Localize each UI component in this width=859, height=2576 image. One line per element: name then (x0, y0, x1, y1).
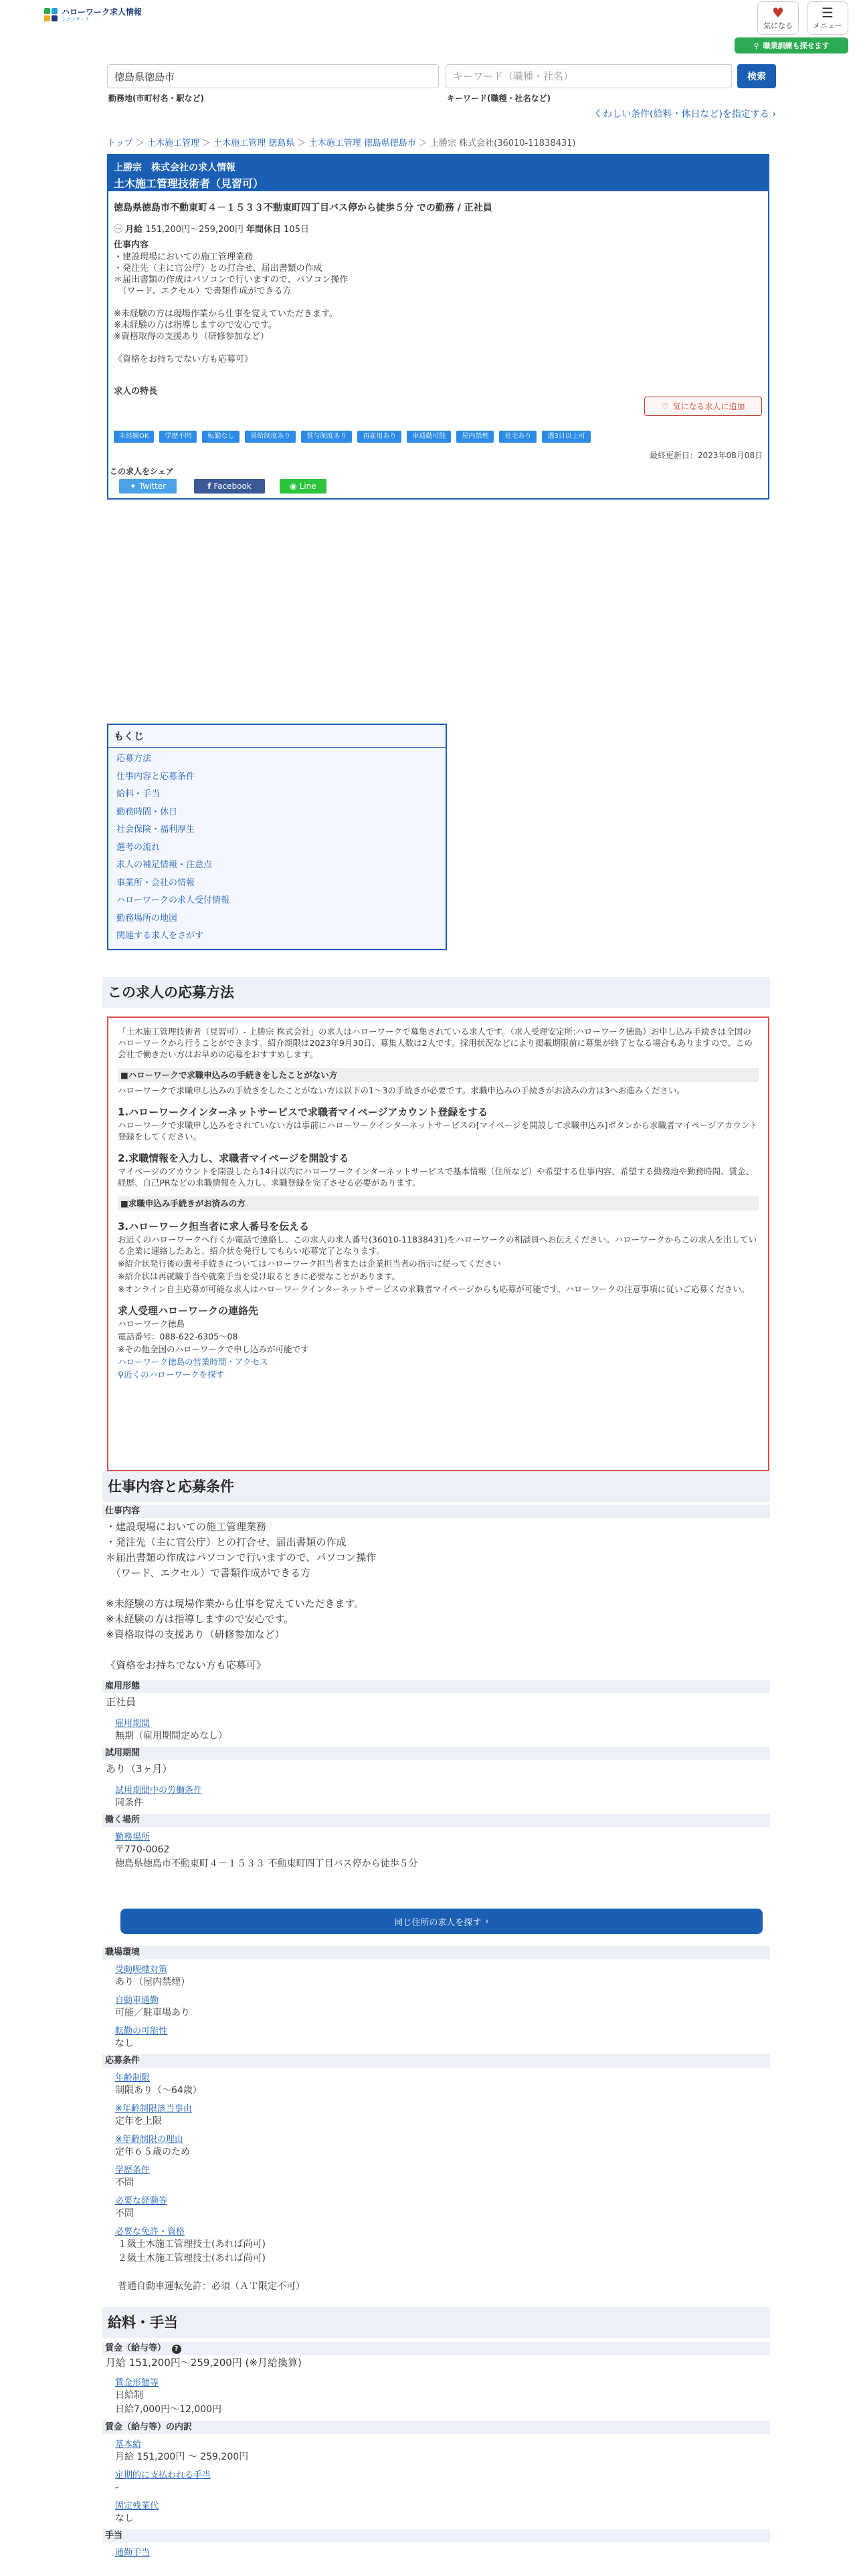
overtime-label[interactable]: 固定残業代 (115, 2501, 159, 2511)
step3-text: お近くのハローワークへ行くか電話で連絡し、この求人の求人番号(36010-11838431)をハローワークの相談員へお伝えください。ハローワークからこの求人を出している企業に連絡したあと、紹介状を発行してもらい応募完了となります。 (118, 1235, 757, 1256)
employment-label: 雇用形態 (102, 1680, 770, 1693)
toc-item[interactable]: 勤務場所の地図 (116, 913, 178, 924)
age-reason-value: 定年を上限 (115, 2116, 162, 2127)
employment-value: 正社員 (106, 1696, 136, 1708)
wage-value: 151,200円〜259,200円 (145, 225, 244, 235)
share-line-label: Line (299, 481, 316, 491)
apply-section-heading: この求人の応募方法 (102, 977, 770, 1008)
logo-title: ハローワーク求人情報 (62, 7, 142, 17)
office-access-link[interactable]: ハローワーク徳島の営業時間・アクセス (118, 1357, 268, 1367)
wage-line (114, 222, 763, 235)
last-updated: 最終更新日：2023年08月08日 (649, 451, 763, 460)
transfer-value: なし (115, 2038, 134, 2049)
breadcrumb-current: 上勝宗 株式会社(36010-11838431) (430, 138, 576, 148)
period-value: 無期（雇用期間定めなし） (115, 1731, 227, 1741)
education-value: 不問 (115, 2177, 134, 2188)
training-label: 職業訓練も探せます (763, 41, 830, 50)
experience-value: 不問 (115, 2208, 134, 2219)
logo-mark-icon (44, 8, 59, 23)
heart-icon: ♥ (772, 5, 784, 21)
toc-item[interactable]: 求人の補足情報・注意点 (116, 860, 213, 870)
same-address-label: 同じ住所の求人を探す (394, 1917, 482, 1928)
line-icon: ◉ (290, 481, 297, 491)
apply-note: ※紹介状発行後の選考手続きについてはハローワーク担当者または企業担当者の指示に従ってください (118, 1259, 501, 1269)
place-label: 働く場所 (102, 1814, 770, 1827)
feature-tag[interactable]: 賞与制度あり (301, 431, 352, 443)
feature-tag[interactable]: 再雇用あり (357, 431, 401, 443)
apply-intro: 「土木施工管理技術者（見習可）- 上勝宗 株式会社」の求人はハローワークで募集されている求人です。（求人受理安定所:ハローワーク徳島）お申し込み手続きは全国のハローワークから行うことができます。紹介期限は2023年9月30日、募集人数は2人です。採用状況などにより掲載期限前に募集が終了となる場合もありますので、この会社で働きたい方はお早めの応募をおすすめします。 (118, 1027, 753, 1059)
menu-button[interactable] (807, 1, 848, 35)
trial-cond-value: 同条件 (115, 1798, 143, 1808)
job-summary-card (107, 154, 769, 500)
conditions-section-heading: 仕事内容と応募条件 (102, 1471, 770, 1502)
facebook-icon: f (207, 481, 211, 491)
toc-item[interactable]: 社会保険・福利厚生 (116, 825, 195, 835)
period-label[interactable]: 雇用期間 (115, 1719, 151, 1729)
wage-label: 月給 (125, 225, 143, 235)
site-logo[interactable] (44, 5, 142, 25)
experience-label[interactable]: 必要な経験等 (115, 2196, 168, 2206)
fixed-allowance-label[interactable]: 定期的に支払われる手当 (115, 2470, 211, 2480)
wage-type-label[interactable]: 賃金形態等 (115, 2378, 159, 2388)
apply-note: ※オンライン自主応募が可能な求人はハローワークインターネットサービスの求職者マイページからも応募が可能です。ハローワークの注意事項に従いご応募ください。 (118, 1284, 750, 1294)
add-favorite-label: 気になる求人に追加 (672, 402, 745, 411)
job-address: 徳島県徳島市不動東町４－１５３３不動東町四丁目バス停から徒歩５分 での勤務 / 正社員 (114, 203, 492, 213)
keyword-input[interactable] (446, 64, 732, 88)
job-card-header (108, 155, 768, 191)
detailed-search-label: くわしい条件(給料・休日など)を指定する (593, 109, 769, 120)
search-button[interactable]: 検索 (737, 64, 776, 88)
new-applicant-text: ハローワークで求職申し込みの手続きをしたことがない方は以下の1〜3の手続きが必要です。求職申込みの手続きがお済みの方は3へお進みください。 (118, 1085, 685, 1095)
car-label[interactable]: 自動車通勤 (115, 1996, 159, 2006)
location-hint: 勤務地(市町村名・駅など) (108, 94, 204, 103)
registered-applicant-bar: ■求職申込み手続きがお済みの方 (118, 1196, 759, 1210)
toc-item[interactable]: 関連する求人をさがす (116, 931, 204, 941)
wage-label-text: 賃金（給与等） (105, 2343, 167, 2353)
feature-tag[interactable]: 屋内禁煙 (456, 431, 494, 443)
toc-item[interactable]: 勤務時間・休日 (116, 807, 178, 817)
age-label[interactable]: 年齢制限 (115, 2073, 151, 2083)
detailed-search-link[interactable] (593, 107, 776, 120)
location-input[interactable] (107, 64, 439, 88)
nearby-office-link[interactable]: 近くのハローワークを探す (124, 1370, 225, 1380)
breadcrumb-item[interactable]: 土木施工管理 (147, 138, 199, 148)
new-applicant-bar: ■ハローワークで求職申込みの手続きをしたことがない方 (118, 1068, 759, 1082)
hamburger-icon: ☰ (822, 5, 834, 21)
wage-type-value: 日給制 日給7,000円〜12,000円 (115, 2390, 222, 2415)
favorites-label: 気になる (763, 21, 793, 30)
chevron-right-icon: › (772, 109, 776, 120)
share-facebook-button[interactable] (194, 479, 265, 494)
toc-title: もくじ (108, 725, 446, 748)
apply-instructions-box (107, 1016, 769, 1471)
share-twitter-button[interactable] (119, 479, 177, 494)
env-label: 職場環境 (102, 1946, 770, 1959)
step2-heading: 2.求職情報を入力し、求職者マイページを開設する (118, 1152, 349, 1164)
wage-value: 月給 151,200円〜259,200円 (※月給換算) (106, 2357, 302, 2369)
toc-item[interactable]: 給料・手当 (116, 789, 161, 799)
toc-item[interactable]: 応募方法 (116, 754, 152, 764)
share-label: この求人をシェア (110, 467, 174, 476)
logo-subtitle: シゴトサーチ (62, 17, 90, 22)
feature-tag[interactable]: 未経験OK (114, 431, 154, 443)
table-of-contents (107, 724, 447, 950)
share-twitter-label: Twitter (138, 481, 167, 491)
breadcrumb-item[interactable]: 土木施工管理 徳島県徳島市 (308, 138, 416, 148)
breadcrumb: トップ ＞ 土木施工管理 ＞ 土木施工管理 徳島県 ＞ 土木施工管理 徳島県徳島市 ＞ 上勝宗 株式会社(36010-11838431) (107, 138, 576, 148)
overtime-value: なし (115, 2513, 134, 2524)
smoking-value: あり（屋内禁煙） (115, 1977, 190, 1988)
holidays-value: 105日 (284, 225, 309, 235)
site-header (0, 0, 859, 57)
feature-tag[interactable]: 昇給制度あり (245, 431, 296, 443)
help-icon[interactable]: ? (172, 2345, 181, 2354)
car-value: 可能／駐車場あり (115, 2008, 190, 2018)
menu-label: メニュー (813, 21, 842, 30)
toc-item[interactable]: ハローワークの求人受付情報 (116, 895, 230, 905)
trial-value: あり（3ヶ月） (106, 1763, 173, 1775)
job-content-text: ・建設現場においての施工管理業務 ・発注先（主に官公庁）との打合せ、届出書類の作成 ＊届出書類の作成はパソコンで行いますので、パソコン操作 （ワード、エクセル）で書類作成ができる方 ※未経験の方は現場作業から仕事を覚えていただきます。 ※未経験の方は指導しますので安心です。 ※資格取得の支援あり（研修参加など） 《資格をお持ちでない方も応募可》 (106, 1521, 377, 1671)
step1-text: ハローワークで求職申し込みをされていない方は事前にハローワークインターネットサービスの[マイページを開設して求職申込み]ボタンから求職者マイページアカウント登録をしてください。 (118, 1120, 758, 1142)
trial-cond-label[interactable]: 試用期間中の労働条件 (115, 1786, 203, 1796)
office-name: ハローワーク徳島 (118, 1319, 185, 1329)
office-phone: 電話番号：088-622-6305〜08 (118, 1331, 238, 1341)
add-favorite-button[interactable] (644, 397, 762, 416)
keyword-hint: キーワード(職種・社名など) (447, 94, 551, 103)
job-content-label: 仕事内容 (102, 1505, 770, 1518)
license-value: １級土木施工管理技士(あれば尚可) ２級土木施工管理技士(あれば尚可) 普通自動車運転免許：必須（ＡＴ限定不可） (118, 2239, 305, 2292)
feature-tag[interactable]: 車通勤可能 (407, 431, 451, 443)
place-value: 〒770-0062 徳島県徳島市不動東町４－１５３３ 不動東町四丁目バス停から徒歩５分 (115, 1844, 418, 1869)
breadcrumb-item[interactable]: 土木施工管理 徳島県 (213, 138, 295, 148)
job-title: 土木施工管理技術者（見習可） (114, 177, 264, 190)
step3-heading: 3.ハローワーク担当者に求人番号を伝える (118, 1220, 310, 1232)
twitter-icon: ✦ (129, 481, 136, 491)
contact-heading: 求人受理ハローワークの連絡先 (118, 1305, 259, 1317)
fixed-allowance-value: - (115, 2482, 119, 2493)
features-label: 求人の特長 (114, 387, 158, 397)
wage-label (102, 2342, 770, 2355)
yen-icon: ㊀ (114, 225, 123, 235)
share-line-button[interactable] (280, 479, 326, 494)
smoking-label[interactable]: 受動喫煙対策 (115, 1965, 168, 1975)
office-phone-note: ※その他全国のハローワークで申し込みが可能です (118, 1344, 309, 1354)
allowance-label: 手当 (102, 2529, 770, 2543)
training-search-button[interactable] (735, 37, 848, 53)
step1-heading: 1.ハローワークインターネットサービスで求職者マイページアカウント登録をする (118, 1106, 488, 1118)
same-address-button[interactable] (120, 1909, 763, 1934)
feature-tag[interactable]: 学歴不問 (159, 431, 197, 443)
transfer-label[interactable]: 転勤の可能性 (115, 2026, 168, 2036)
age-reason-label[interactable]: ※年齢制限該当事由 (115, 2104, 192, 2114)
trial-label: 試用期間 (102, 1747, 770, 1760)
breakdown-label: 賃金（給与等）の内訳 (102, 2421, 770, 2434)
share-facebook-label: Facebook (213, 481, 252, 491)
apply-note: ※紹介状は再就職手当や就業手当を受け取るときに必要なことがあります。 (118, 1271, 400, 1281)
place-sub-label[interactable]: 勤務場所 (115, 1832, 151, 1842)
toc-item[interactable]: 事業所・会社の情報 (116, 877, 195, 888)
license-label[interactable]: 必要な免許・資格 (115, 2227, 185, 2237)
chevron-right-icon: › (485, 1916, 489, 1927)
company-name: 上勝宗 株式会社の求人情報 (114, 163, 235, 173)
search-icon: ⚲ (753, 41, 759, 50)
requirements-label: 応募条件 (102, 2054, 770, 2068)
favorites-button[interactable] (757, 1, 799, 35)
base-pay-value: 月給 151,200円 〜 259,200円 (115, 2452, 249, 2462)
breadcrumb-item[interactable]: トップ (107, 138, 133, 148)
holidays-label: 年間休日 (246, 225, 281, 235)
feature-tag[interactable]: 週3日以上可 (542, 431, 590, 443)
heart-outline-icon: ♡ (661, 401, 669, 411)
salary-section-heading: 給料・手当 (102, 2307, 770, 2338)
toc-item[interactable]: 選考の流れ (116, 842, 161, 853)
search-icon: ⚲ (118, 1370, 124, 1380)
step2-text: マイページのアカウントを開設したら14日以内にハローワークインターネットサービスで基本情報（住所など）や希望する仕事内容、希望する勤務地や勤務時間、賃金、経歴、自己PRなどの求職情報を入力し、求職登録を完了させる必要があります。 (118, 1166, 755, 1188)
commute-allowance-label[interactable]: 通勤手当 (115, 2548, 151, 2558)
feature-tag[interactable]: 社宅あり (499, 431, 537, 443)
feature-tags (114, 431, 591, 443)
age-why-label[interactable]: ※年齢制限の理由 (115, 2135, 183, 2145)
job-description: ・建設現場においての施工管理業務 ・発注先（主に官公庁）との打合せ、届出書類の作成 ＊届出書類の作成はパソコンで行いますので、パソコン操作 （ワード、エクセル）で書類作成ができる方 ※未経験の方は現場作業から仕事を覚えていただきます。 ※未経験の方は指導しますので安心です。 ※資格取得の支援あり（研修参加など） 《資格をお持ちでない方も応募可》 (114, 252, 349, 364)
age-value: 制限あり（〜64歳） (115, 2085, 202, 2096)
education-label[interactable]: 学歴条件 (115, 2165, 151, 2175)
job-desc-label: 仕事内容 (114, 240, 149, 250)
age-why-value: 定年６５歳のため (115, 2147, 190, 2157)
toc-item[interactable]: 仕事内容と応募条件 (116, 771, 195, 782)
feature-tag[interactable]: 転勤なし (202, 431, 240, 443)
base-pay-label[interactable]: 基本給 (115, 2440, 142, 2450)
